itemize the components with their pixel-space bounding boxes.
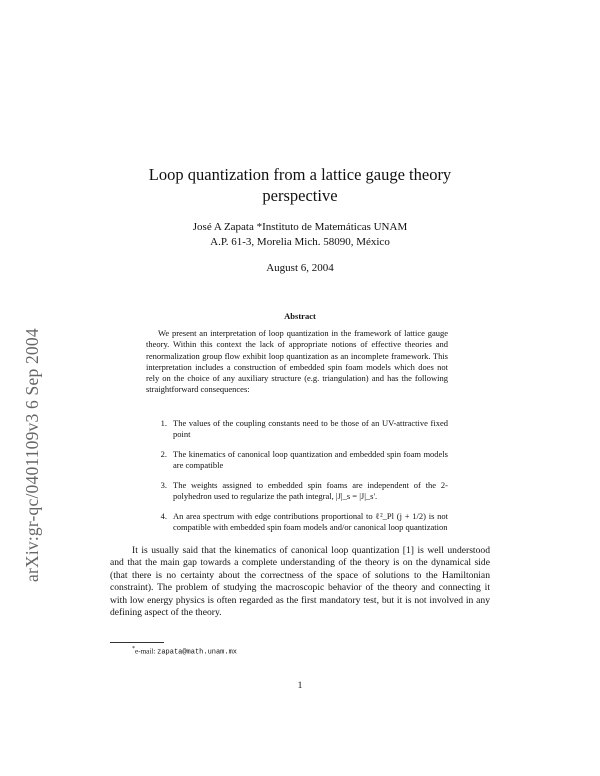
footnote [132,645,237,657]
list-item-text [173,480,448,503]
footnote-label: e-mail: [135,647,158,656]
paper-date: August 6, 2004 [266,262,334,274]
list-item [146,480,448,503]
list-item [146,511,448,534]
author-line-2: A.P. 61-3, Morelia Mich. 58090, México [210,236,390,248]
title-line-1: Loop quantization from a lattice gauge theory [148,165,452,184]
paper-title [110,164,490,206]
abstract-heading: Abstract [284,311,316,321]
list-item-text-part: An area spectrum with edge contributions proportional to [173,510,376,521]
list-item-text-part: The weights assigned to embedded spin foams are independent of the 2-polyhedron used to regularize the path integral, [173,479,448,502]
footnote-email[interactable]: zapata@math.unam.mx [157,648,237,657]
list-item-number: 3. [160,479,167,490]
math-expression: ℓ²_Pl (j + 1/2) [375,510,426,521]
list-item-number: 1. [160,418,167,428]
list-item-text-part: is not compatible with embedded spin foam models and/or canonical loop quantization [173,510,448,533]
list-item [146,449,448,472]
author-line-1: José A Zapata *Instituto de Matemáticas UNAM [192,221,408,233]
list-item-number: 2. [160,448,167,459]
abstract-paragraph: We present an interpretation of loop quantization in the framework of lattice gauge theory. Within this context the lack of appropriate notions of effective theories and renormalization group flow exhibit loop quantization as an incomplete framework. This interpretation includes a construction of embedded spin foam models which does not rely on the choice of any auxiliary structure (e.g. triangulation) and has the following straightforward consequences: [146,328,448,395]
list-item-text: The values of the coupling constants need to be those of an UV-attractive fixed point [173,418,448,440]
body-paragraph: It is usually said that the kinematics of canonical loop quantization [1] is well understood and that the main gap towards a complete understanding of the theory is on the dynamical side (that there is no certainty about the correctness of the space of solutions to the Hamiltonian constraint). The problem of studying the macroscopic behavior of the theory and connecting it with low energy physics is often regarded as the first mandatory test, but it is not involved in any defining aspect of the theory. [110,545,490,619]
author-block [110,220,490,250]
list-item-number: 4. [160,510,167,521]
math-expression: |J|_s = |J|_s' [335,491,375,502]
title-line-2: perspective [262,186,338,205]
list-item-text [173,511,448,534]
footnote-marker: * [132,646,135,652]
page-number: 1 [297,681,303,691]
arxiv-identifier: arXiv:gr-qc/0401109v3 6 Sep 2004 [22,328,42,582]
list-item [146,418,448,441]
footnote-rule [110,642,164,643]
list-item-text-part: . [375,491,378,502]
consequences-list [146,418,448,542]
list-item-text: The kinematics of canonical loop quantization and embedded spin foam models are compatible [173,448,448,471]
